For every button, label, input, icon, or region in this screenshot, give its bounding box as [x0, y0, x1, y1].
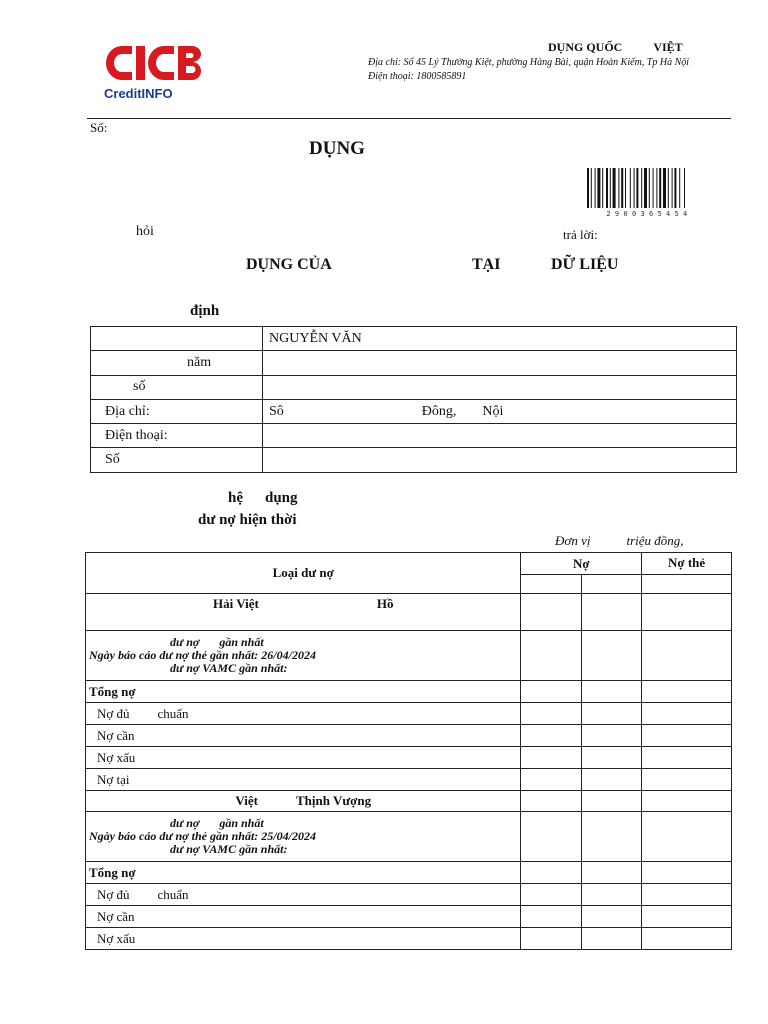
report-heading	[0, 256, 768, 278]
vamc-label: dư nợ VAMC gần nhất:	[170, 842, 288, 856]
report-meta-row	[86, 812, 732, 862]
barcode-number: 2900365454	[606, 210, 692, 218]
identity-table	[90, 326, 737, 473]
section2-title-line1	[228, 490, 298, 507]
cicb-logo	[100, 40, 210, 104]
identity-label: số	[91, 375, 263, 399]
latest-debt-label-part-2: gần nhất	[219, 635, 264, 649]
address-part-1: Sô	[269, 403, 284, 419]
barcode-bar	[672, 168, 673, 208]
identity-label: năm	[91, 351, 263, 375]
barcode-bar	[595, 168, 596, 208]
identity-row-id-number	[91, 375, 737, 399]
debt-item-label: Nợ xấu	[86, 747, 521, 769]
inquiry-label: hỏi	[136, 224, 154, 239]
report-meta-row	[86, 631, 732, 681]
header-divider	[87, 118, 731, 119]
identity-row-phone	[91, 424, 737, 448]
latest-debt-label-part-1: dư nợ	[170, 816, 200, 830]
address-part-3: Nội	[482, 403, 504, 419]
section1-title: định	[190, 303, 220, 319]
reply-label: trả lời:	[563, 227, 598, 242]
column-header-card-debt: Nợ thẻ	[642, 553, 732, 575]
identity-value	[263, 448, 737, 472]
debt-item-label: Nợ tại	[86, 769, 521, 791]
barcode-bar	[630, 168, 631, 208]
latest-debt-label-part-2: gần nhất	[219, 816, 264, 830]
report-meta	[86, 631, 521, 681]
identity-label: Địa chỉ:	[91, 399, 263, 423]
barcode-bar	[613, 168, 616, 208]
barcode-bar	[684, 168, 685, 208]
unit-note	[555, 533, 684, 549]
column-header-debt-type: Loại dư nợ	[86, 553, 521, 594]
bank-name-row	[86, 594, 732, 631]
debt-item-part-2: chuẩn	[157, 886, 189, 902]
debt-item-part-1: Nợ đủ	[97, 705, 130, 721]
identity-label: Điện thoại:	[91, 424, 263, 448]
bank-name-part-1: Hải Việt	[212, 596, 259, 611]
total-debt-label: Tổng nợ	[86, 862, 521, 884]
identity-value	[263, 424, 737, 448]
barcode-bar	[668, 168, 669, 208]
debt-item-part-2: chuẩn	[157, 705, 189, 721]
bank-name-row	[86, 791, 732, 812]
debt-item-row	[86, 884, 732, 906]
bank-name-part-2: Thịnh Vượng	[295, 793, 372, 808]
card-report-date: Ngày báo cáo dư nợ thẻ gần nhất: 25/04/2024	[89, 829, 316, 843]
barcode-bar	[641, 168, 642, 208]
org-name	[548, 40, 683, 55]
barcode-image	[587, 168, 711, 218]
debt-item-label: Nợ cần	[86, 725, 521, 747]
barcode-bar	[618, 168, 619, 208]
identity-row-name	[91, 327, 737, 351]
debt-item-row	[86, 769, 732, 791]
identity-value-name: NGUYỄN VĂN	[263, 327, 737, 351]
section2-title-part-1: hệ	[228, 490, 243, 506]
bank-name	[86, 594, 521, 631]
address-part-2: Đông,	[421, 403, 457, 419]
org-phone: Điện thoại: 1800585891	[368, 71, 467, 82]
barcode-bar	[659, 168, 661, 208]
debt-item-row	[86, 725, 732, 747]
logo-sub-text: CreditINFO	[104, 86, 173, 101]
org-name-part-2: VIỆT	[653, 40, 683, 54]
column-header-debt: Nợ	[521, 553, 642, 575]
barcode-bar	[634, 168, 635, 208]
barcode-bar	[591, 168, 592, 208]
report-heading-part-1: DỤNG CỦA	[246, 256, 332, 273]
report-meta	[86, 812, 521, 862]
latest-debt-label-part-1: dư nợ	[170, 635, 200, 649]
debt-item-label	[86, 884, 521, 906]
total-debt-row	[86, 681, 732, 703]
identity-row-number	[91, 448, 737, 472]
barcode-bar	[602, 168, 603, 208]
barcode-bar	[656, 168, 657, 208]
barcode-bar	[653, 168, 654, 208]
barcode-bar	[674, 168, 676, 208]
barcode-bar	[597, 168, 600, 208]
debt-table	[85, 552, 732, 950]
debt-item-row	[86, 906, 732, 928]
org-address: Địa chỉ: Số 45 Lý Thường Kiệt, phường Hàng Bài, quận Hoàn Kiếm, Tp Hà Nội	[368, 57, 690, 68]
debt-item-label	[86, 703, 521, 725]
unit-note-part-2: triệu đồng,	[626, 533, 684, 548]
barcode-bar	[636, 168, 638, 208]
identity-row-birth-year	[91, 351, 737, 375]
identity-label	[91, 327, 263, 351]
vamc-label: dư nợ VAMC gần nhất:	[170, 661, 288, 675]
bank-name	[86, 791, 521, 812]
identity-value-address	[263, 399, 737, 423]
debt-item-part-1: Nợ đủ	[97, 886, 130, 902]
unit-note-part-1: Đơn vị	[555, 533, 591, 548]
section2-title-part-2: dụng	[265, 490, 298, 506]
barcode-bar	[621, 168, 623, 208]
document-title: DỤNG	[309, 138, 365, 159]
report-heading-part-2: TẠI	[472, 256, 501, 273]
section2-title-line2: dư nợ hiện thời	[198, 512, 297, 528]
debt-table-header-row	[86, 553, 732, 575]
report-heading-part-3: DỮ LIỆU	[551, 256, 619, 273]
barcode-bar	[663, 168, 666, 208]
total-debt-row	[86, 862, 732, 884]
bank-name-part-1: Việt	[235, 793, 258, 808]
identity-row-address	[91, 399, 737, 423]
debt-item-row	[86, 703, 732, 725]
debt-item-label: Nợ cần	[86, 906, 521, 928]
barcode-bar	[625, 168, 626, 208]
barcode-bar	[644, 168, 647, 208]
card-report-date: Ngày báo cáo dư nợ thẻ gần nhất: 26/04/2024	[89, 648, 316, 662]
bank-name-part-2: Hồ	[376, 596, 394, 611]
barcode-bar	[610, 168, 611, 208]
org-name-part-1: DỤNG QUỐC	[548, 40, 623, 54]
document-number-label: Số:	[90, 120, 108, 135]
debt-item-row	[86, 928, 732, 950]
barcode-bar	[606, 168, 608, 208]
barcode-bar	[679, 168, 680, 208]
debt-item-row	[86, 747, 732, 769]
total-debt-label: Tổng nợ	[86, 681, 521, 703]
identity-value	[263, 351, 737, 375]
identity-label: Số	[91, 448, 263, 472]
barcode-bar	[649, 168, 650, 208]
barcode-bar	[587, 168, 589, 208]
identity-value	[263, 375, 737, 399]
debt-item-label: Nợ xấu	[86, 928, 521, 950]
